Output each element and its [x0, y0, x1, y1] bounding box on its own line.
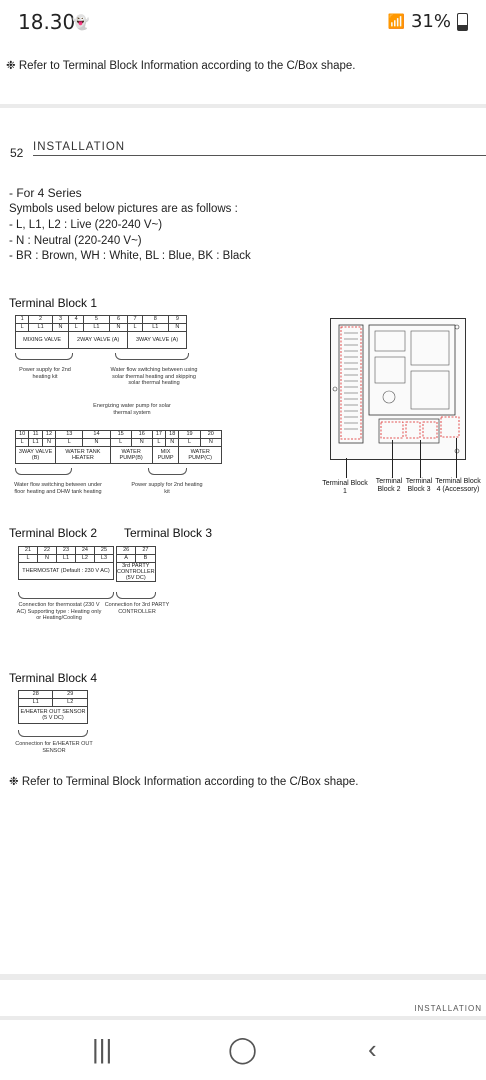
section-title: INSTALLATION [33, 141, 126, 153]
tb2-pin-row [19, 555, 114, 563]
callout-block-2: Terminal Block 2 [375, 478, 403, 493]
tb2-pin: L [19, 555, 38, 563]
tb4-title: Terminal Block 4 [9, 671, 98, 685]
tb1-pin: N [166, 439, 179, 447]
notification-app-icon: 👻 [72, 14, 90, 30]
tb1-pin: L [110, 439, 131, 447]
tb1-label: 2WAY VALVE (A) [69, 332, 128, 349]
tb1-pin: L [56, 439, 83, 447]
tb1-pin: N [109, 324, 127, 332]
tb4-label-row [19, 707, 88, 724]
tb4-table [18, 690, 88, 724]
tb1-num: 13 [56, 431, 83, 439]
note-bottom: ❉ Refer to Terminal Block Information according to the C/Box shape. [9, 776, 359, 788]
tb1-pin: L [16, 324, 29, 332]
callout-line [346, 458, 347, 478]
tb2-pin: L3 [94, 555, 113, 563]
brace [15, 468, 72, 475]
tb1-num: 9 [168, 316, 186, 324]
brace [15, 353, 73, 360]
tb2-title: Terminal Block 2 [9, 526, 98, 540]
tb4-num-row [19, 691, 88, 699]
tb1-num: 12 [42, 431, 55, 439]
tb1-num: 7 [128, 316, 143, 324]
symbols-intro: Symbols used below pictures are as follows : [9, 203, 238, 215]
tb2-num: 24 [75, 547, 94, 555]
tb1-pin: L [16, 439, 29, 447]
tb1-caption-d: Water flow switching between under floor heating and DHW tank heating [14, 482, 102, 495]
tb1-pin: L1 [83, 324, 109, 332]
tb3-pin: B [136, 555, 155, 563]
tb2-num-row [19, 547, 114, 555]
back-icon[interactable]: ‹ [368, 1034, 377, 1064]
tb2-caption: Connection for thermostat (230 V AC) Supporting type : Heating only or Heating/Cooling [16, 602, 102, 621]
tb4-pin-row [19, 699, 88, 707]
tb1-num-row [16, 316, 187, 324]
tb1-num: 1 [16, 316, 29, 324]
tb1-label-row-2 [16, 447, 222, 464]
recent-apps-icon[interactable]: ||| [92, 1034, 113, 1064]
status-right [388, 11, 468, 32]
home-icon[interactable]: ◯ [228, 1034, 258, 1064]
tb3-table [116, 546, 156, 582]
callout-line [392, 440, 393, 478]
tb1-num: 17 [152, 431, 165, 439]
tb1-table-top [15, 315, 187, 349]
tb3-num-row [117, 547, 156, 555]
tb1-num: 11 [29, 431, 42, 439]
callout-block-1: Terminal Block 1 [322, 480, 368, 495]
tb3-title: Terminal Block 3 [124, 526, 213, 540]
tb2-num: 25 [94, 547, 113, 555]
brace [18, 592, 114, 599]
brace [115, 353, 189, 360]
tb2-pin: L2 [75, 555, 94, 563]
battery-icon [457, 13, 468, 31]
tb2-pin: N [37, 555, 56, 563]
navigation-bar [0, 1020, 486, 1080]
tb1-num: 8 [142, 316, 168, 324]
wifi-icon: 📶 [387, 13, 405, 30]
tb1-label: 3WAY VALVE (B) [16, 447, 56, 464]
tb1-caption-e: Power supply for 2nd heating kit [131, 482, 203, 495]
tb1-pin: L1 [29, 324, 52, 332]
tb2-num: 21 [19, 547, 38, 555]
document-page-52 [0, 108, 486, 974]
brace [18, 730, 88, 737]
brace [148, 468, 187, 475]
tb1-label: MIXING VALVE [16, 332, 69, 349]
tb1-num: 10 [16, 431, 29, 439]
tb2-num: 23 [56, 547, 75, 555]
status-bar [0, 0, 486, 42]
series-heading: - For 4 Series [9, 186, 82, 200]
callout-block-3: Terminal Block 3 [405, 478, 433, 493]
tb2-table [18, 546, 114, 580]
status-time: 18.30 [18, 10, 76, 34]
tb1-num: 5 [83, 316, 109, 324]
tb3-label-row [117, 563, 156, 582]
tb1-num: 4 [69, 316, 84, 324]
note-top: ❉ Refer to Terminal Block Information according to the C/Box shape. [6, 60, 356, 72]
tb4-caption: Connection for E/HEATER OUT SENSOR [15, 741, 93, 754]
tb4-pin: L2 [53, 699, 88, 707]
callout-line [456, 438, 457, 478]
tb2-label: THERMOSTAT (Default : 230 V AC) [19, 563, 114, 580]
tb1-pin: N [168, 324, 186, 332]
tb1-pin: N [52, 324, 68, 332]
tb2-pin: L1 [56, 555, 75, 563]
symbols-neutral: - N : Neutral (220-240 V~) [9, 235, 142, 247]
control-box-illustration [330, 318, 466, 460]
tb1-pin: L1 [142, 324, 168, 332]
tb1-caption-a: Power supply for 2nd heating kit [19, 367, 71, 380]
tb2-label-row [19, 563, 114, 580]
tb1-pin: N [200, 439, 221, 447]
tb1-num-row-2 [16, 431, 222, 439]
tb3-pin: A [117, 555, 136, 563]
tb3-pin-row [117, 555, 156, 563]
callout-block-4: Terminal Block 4 (Accessory) [435, 478, 481, 493]
tb3-label: 3rd PARTY CONTROLLER (5V DC) [117, 563, 155, 581]
tb1-label: WATER TANK HEATER [56, 447, 110, 464]
tb1-num: 16 [131, 431, 152, 439]
tb1-label-row [16, 332, 187, 349]
tb1-num: 3 [52, 316, 68, 324]
tb1-pin: L [128, 324, 143, 332]
callout-line [420, 440, 421, 478]
tb1-label: WATER PUMP(C) [179, 447, 222, 464]
tb3-num: 27 [136, 547, 155, 555]
tb3-caption: Connection for 3rd PARTY CONTROLLER [104, 602, 170, 615]
tb1-pin: L [69, 324, 84, 332]
tb1-pin-row-2 [16, 439, 222, 447]
tb1-caption-b: Water flow switching between using solar thermal heating and skipping solar thermal heating [110, 367, 198, 386]
page-number: 52 [10, 146, 24, 160]
tb1-pin: L [179, 439, 200, 447]
control-box-drawing [331, 319, 465, 459]
tb1-num: 6 [109, 316, 127, 324]
tb1-pin: N [42, 439, 55, 447]
document-page-next [0, 980, 486, 1016]
battery-percent: 31% [410, 11, 451, 32]
tb1-pin: N [83, 439, 110, 447]
symbols-colors: - BR : Brown, WH : White, BL : Blue, BK : Black [9, 250, 251, 262]
tb1-num: 18 [166, 431, 179, 439]
tb4-num: 29 [53, 691, 88, 699]
tb4-pin: L1 [19, 699, 53, 707]
tb1-label: MIX PUMP [152, 447, 179, 464]
tb4-label: E/HEATER OUT SENSOR (5 V DC) [19, 707, 88, 724]
tb1-num: 20 [200, 431, 221, 439]
tb1-caption-c: Energizing water pump for solar thermal system [93, 403, 171, 416]
tb1-table-bottom [15, 430, 222, 464]
document-page-prev [0, 42, 486, 104]
tb3-num: 26 [117, 547, 136, 555]
tb2-num: 22 [37, 547, 56, 555]
brace [116, 592, 156, 599]
tb1-pin: L [152, 439, 165, 447]
tb1-pin: N [131, 439, 152, 447]
tb1-num: 2 [29, 316, 52, 324]
tb1-num: 14 [83, 431, 110, 439]
tb1-label: WATER PUMP(B) [110, 447, 152, 464]
tb1-label: 3WAY VALVE (A) [128, 332, 187, 349]
tb1-pin-row [16, 324, 187, 332]
next-page-header: INSTALLATION [414, 1004, 482, 1013]
tb1-num: 19 [179, 431, 200, 439]
tb1-pin: L1 [29, 439, 42, 447]
tb1-title: Terminal Block 1 [9, 296, 98, 310]
symbols-live: - L, L1, L2 : Live (220-240 V~) [9, 219, 163, 231]
tb1-num: 15 [110, 431, 131, 439]
header-rule [33, 155, 486, 156]
tb4-num: 28 [19, 691, 53, 699]
